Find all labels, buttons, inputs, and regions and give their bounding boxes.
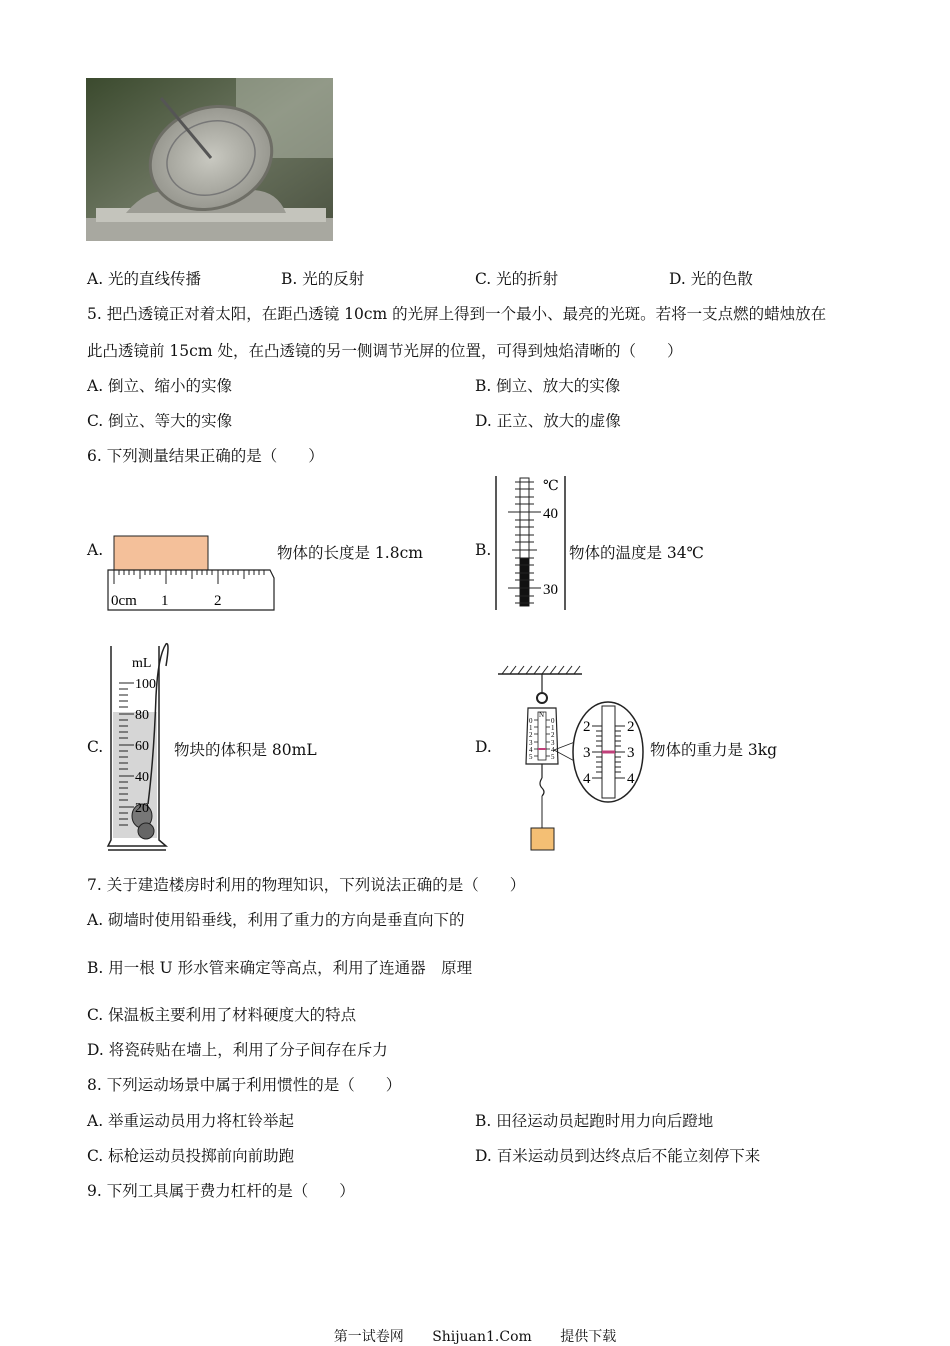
cyl-tick-80: 80	[135, 708, 149, 723]
q5-option-d: D. 正立、放大的虚像	[475, 412, 621, 430]
cyl-unit: mL	[132, 656, 152, 671]
q7-option-d: D. 将瓷砖贴在墙上，利用了分子间存在斥力	[87, 1041, 388, 1059]
q8-option-d: D. 百米运动员到达终点后不能立刻停下来	[475, 1147, 761, 1165]
q6-b-text: 物体的温度是 34℃	[569, 544, 704, 562]
cyl-tick-40: 40	[135, 770, 149, 785]
footer-site-en[interactable]: Shijuan1.Com	[432, 1329, 532, 1345]
q7-option-a: A. 砌墙时使用铅垂线，利用了重力的方向是垂直向下的	[87, 911, 465, 929]
q5-option-b: B. 倒立、放大的实像	[475, 377, 621, 395]
q4-option-d: D. 光的色散	[669, 270, 753, 288]
scale-tick-5: 5	[529, 753, 533, 761]
scale-tick-3-right: 3	[551, 739, 555, 747]
thermometer-figure	[493, 474, 568, 612]
scale-tick-2: 2	[529, 731, 533, 739]
q4-option-b: B. 光的反射	[281, 270, 365, 288]
q6-c-text: 物块的体积是 80mL	[174, 741, 317, 759]
zoom-tick-3-right: 3	[627, 745, 635, 761]
q4-option-a: A. 光的直线传播	[87, 270, 202, 288]
q6-c-label: C.	[87, 738, 104, 756]
q7-option-c: C. 保温板主要利用了材料硬度大的特点	[87, 1006, 357, 1024]
scale-tick-5-right: 5	[551, 753, 555, 761]
scale-unit: N	[539, 711, 545, 719]
scale-tick-0: 0	[529, 717, 533, 725]
q8-option-b: B. 田径运动员起跑时用力向后蹬地	[475, 1112, 714, 1130]
q6-d-label: D.	[475, 738, 492, 756]
scale-tick-1: 1	[529, 724, 533, 732]
spring-scale-figure	[494, 664, 648, 854]
ruler-tick-0: 0cm	[111, 593, 137, 609]
scale-tick-4: 4	[529, 746, 533, 754]
q8-option-c: C. 标枪运动员投掷前向前助跑	[87, 1147, 295, 1165]
hanging-weight	[531, 828, 554, 850]
cyl-tick-60: 60	[135, 739, 149, 754]
orange-block	[114, 536, 208, 570]
cyl-tick-20: 20	[135, 801, 149, 816]
scale-tick-3: 3	[529, 739, 533, 747]
q9-stem: 9. 下列工具属于费力杠杆的是（ ）	[87, 1182, 355, 1200]
zoom-tick-2-right: 2	[627, 719, 635, 735]
scale-tick-4-right: 4	[551, 746, 555, 754]
q4-option-c: C. 光的折射	[475, 270, 559, 288]
page-footer	[0, 1326, 950, 1346]
ruler-tick-2: 2	[214, 593, 222, 609]
q8-option-a: A. 举重运动员用力将杠铃举起	[87, 1112, 295, 1130]
zoom-tick-4-right: 4	[627, 771, 635, 787]
cyl-tick-100: 100	[135, 677, 156, 692]
q6-d-text: 物体的重力是 3kg	[650, 741, 778, 759]
q6-a-text: 物体的长度是 1.8cm	[277, 544, 423, 562]
sundial-photo	[86, 78, 333, 241]
zoom-tick-4-left: 4	[583, 771, 591, 787]
q5-stem-line2: 此凸透镜前 15cm 处，在凸透镜的另一侧调节光屏的位置，可得到烛焰清晰的（ ）	[87, 342, 683, 360]
thermo-tick-40: 40	[543, 506, 558, 522]
ruler-tick-1: 1	[161, 593, 169, 609]
footer-site-cn[interactable]: 第一试卷网	[333, 1329, 404, 1345]
q6-a-label: A.	[87, 541, 104, 559]
q7-option-b: B. 用一根 U 形水管来确定等高点，利用了连通器 原理	[87, 959, 473, 977]
q5-option-a: A. 倒立、缩小的实像	[87, 377, 233, 395]
footer-provide: 提供下载	[560, 1329, 617, 1345]
q6-b-label: B.	[475, 541, 492, 559]
scale-tick-0-right: 0	[551, 717, 555, 725]
zoom-tick-3-left: 3	[583, 745, 591, 761]
q6-stem: 6. 下列测量结果正确的是（ ）	[87, 447, 324, 465]
cylinder-figure	[106, 636, 172, 854]
ruler-figure	[106, 534, 276, 612]
scale-tick-2-right: 2	[551, 731, 555, 739]
thermo-tick-30: 30	[543, 582, 558, 598]
scale-tick-1-right: 1	[551, 724, 555, 732]
q8-stem: 8. 下列运动场景中属于利用惯性的是（ ）	[87, 1076, 402, 1094]
thermo-unit: ℃	[543, 479, 559, 494]
q5-stem-line1: 5. 把凸透镜正对着太阳，在距凸透镜 10cm 的光屏上得到一个最小、最亮的光斑。若将一支点燃的蜡烛放在	[87, 305, 827, 323]
q7-stem: 7. 关于建造楼房时利用的物理知识，下列说法正确的是（ ）	[87, 876, 526, 894]
zoom-tick-2-left: 2	[583, 719, 591, 735]
q5-option-c: C. 倒立、等大的实像	[87, 412, 233, 430]
